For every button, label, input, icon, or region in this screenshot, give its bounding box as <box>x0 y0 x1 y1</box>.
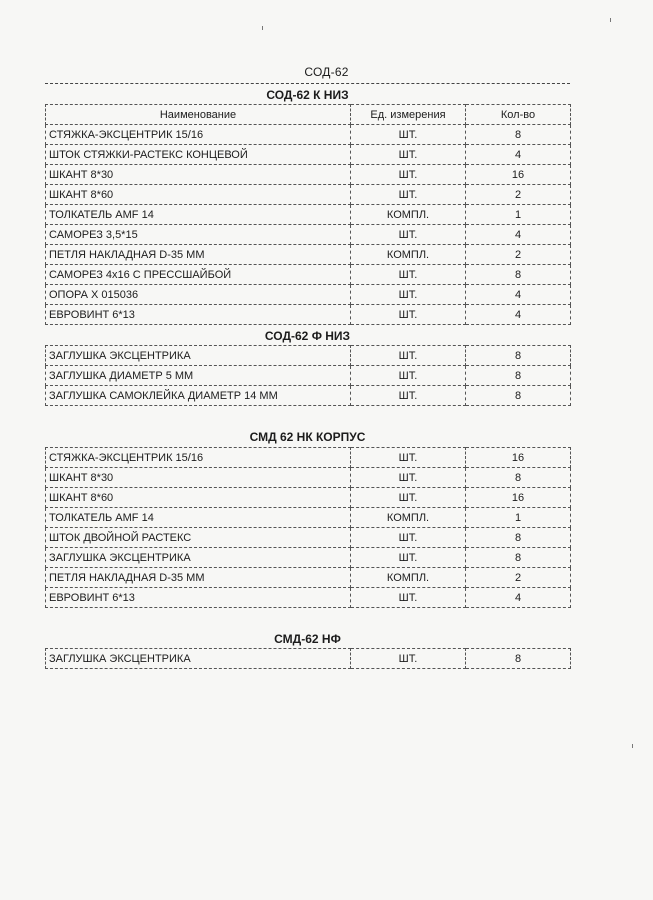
table-row <box>46 448 571 468</box>
parts-table <box>45 447 571 608</box>
item-unit: ШТ. <box>351 145 466 165</box>
item-name: ЗАГЛУШКА ЭКСЦЕНТРИКА <box>46 346 351 366</box>
column-header-name: Наименование <box>46 105 351 125</box>
table-row <box>46 588 571 608</box>
item-name: ПЕТЛЯ НАКЛАДНАЯ D-35 ММ <box>46 568 351 588</box>
table-row <box>46 488 571 508</box>
item-name: ОПОРА Х 015036 <box>46 285 351 305</box>
item-unit: ШТ. <box>351 225 466 245</box>
item-qty: 8 <box>466 528 571 548</box>
item-qty: 1 <box>466 508 571 528</box>
item-unit: ШТ. <box>351 185 466 205</box>
parts-table <box>45 648 571 669</box>
item-unit: ШТ. <box>351 528 466 548</box>
scan-mark <box>632 744 633 748</box>
item-name: ЕВРОВИНТ 6*13 <box>46 588 351 608</box>
table-row <box>46 386 571 406</box>
table-row <box>46 225 571 245</box>
table-row <box>46 548 571 568</box>
item-unit: КОМПЛ. <box>351 508 466 528</box>
table-row <box>46 205 571 225</box>
parts-table <box>45 104 571 325</box>
item-qty: 8 <box>466 125 571 145</box>
item-unit: КОМПЛ. <box>351 245 466 265</box>
table-row <box>46 185 571 205</box>
item-qty: 4 <box>466 305 571 325</box>
item-qty: 2 <box>466 245 571 265</box>
section-title: СМД 62 НК КОРПУС <box>249 430 366 444</box>
section-title: СОД-62 Ф НИЗ <box>264 329 351 343</box>
item-qty: 1 <box>466 205 571 225</box>
table-row <box>46 245 571 265</box>
table-row <box>46 366 571 386</box>
item-name: СТЯЖКА-ЭКСЦЕНТРИК 15/16 <box>46 448 351 468</box>
item-qty: 2 <box>466 568 571 588</box>
table-row <box>46 145 571 165</box>
item-name: ШКАНТ 8*30 <box>46 468 351 488</box>
table-row <box>46 265 571 285</box>
table-row <box>46 508 571 528</box>
item-qty: 8 <box>466 386 571 406</box>
table-row <box>46 305 571 325</box>
section-title: СМД-62 НФ <box>274 632 341 646</box>
item-qty: 4 <box>466 145 571 165</box>
table-row <box>46 285 571 305</box>
item-unit: ШТ. <box>351 588 466 608</box>
table-row <box>46 165 571 185</box>
table-row <box>46 125 571 145</box>
item-qty: 16 <box>466 488 571 508</box>
item-unit: ШТ. <box>351 305 466 325</box>
item-name: ШКАНТ 8*30 <box>46 165 351 185</box>
title-rule <box>45 83 570 84</box>
item-unit: ШТ. <box>351 548 466 568</box>
item-name: ЗАГЛУШКА ЭКСЦЕНТРИКА <box>46 548 351 568</box>
item-unit: ШТ. <box>351 448 466 468</box>
item-qty: 8 <box>466 346 571 366</box>
item-unit: ШТ. <box>351 366 466 386</box>
table-header-row <box>46 105 571 125</box>
item-name: ШКАНТ 8*60 <box>46 488 351 508</box>
item-qty: 8 <box>466 265 571 285</box>
item-name: ЗАГЛУШКА САМОКЛЕЙКА ДИАМЕТР 14 ММ <box>46 386 351 406</box>
document-title: СОД-62 <box>304 65 349 79</box>
item-qty: 4 <box>466 588 571 608</box>
item-name: САМОРЕЗ 4х16 С ПРЕССШАЙБОЙ <box>46 265 351 285</box>
table-row <box>46 568 571 588</box>
item-unit: ШТ. <box>351 649 466 669</box>
scan-mark <box>262 26 263 30</box>
item-unit: ШТ. <box>351 285 466 305</box>
table-row <box>46 346 571 366</box>
item-unit: ШТ. <box>351 165 466 185</box>
item-qty: 4 <box>466 225 571 245</box>
section-title: СОД-62 К НИЗ <box>266 88 349 102</box>
item-name: ШТОК ДВОЙНОЙ РАСТЕКС <box>46 528 351 548</box>
item-qty: 16 <box>466 165 571 185</box>
item-qty: 4 <box>466 285 571 305</box>
item-name: ЗАГЛУШКА ЭКСЦЕНТРИКА <box>46 649 351 669</box>
item-qty: 8 <box>466 548 571 568</box>
item-name: СТЯЖКА-ЭКСЦЕНТРИК 15/16 <box>46 125 351 145</box>
item-qty: 16 <box>466 448 571 468</box>
item-unit: КОМПЛ. <box>351 568 466 588</box>
item-name: ЕВРОВИНТ 6*13 <box>46 305 351 325</box>
item-unit: КОМПЛ. <box>351 205 466 225</box>
table-row <box>46 528 571 548</box>
item-name: ТОЛКАТЕЛЬ AMF 14 <box>46 508 351 528</box>
item-name: ЗАГЛУШКА ДИАМЕТР 5 ММ <box>46 366 351 386</box>
column-header-unit: Ед. измерения <box>351 105 466 125</box>
item-unit: ШТ. <box>351 265 466 285</box>
item-qty: 8 <box>466 366 571 386</box>
item-unit: ШТ. <box>351 468 466 488</box>
item-unit: ШТ. <box>351 346 466 366</box>
item-unit: ШТ. <box>351 386 466 406</box>
item-qty: 8 <box>466 468 571 488</box>
table-row <box>46 649 571 669</box>
scan-mark <box>610 18 611 22</box>
item-unit: ШТ. <box>351 125 466 145</box>
item-name: ШТОК СТЯЖКИ-РАСТЕКС КОНЦЕВОЙ <box>46 145 351 165</box>
item-qty: 8 <box>466 649 571 669</box>
item-name: САМОРЕЗ 3,5*15 <box>46 225 351 245</box>
parts-table <box>45 345 571 406</box>
item-name: ШКАНТ 8*60 <box>46 185 351 205</box>
item-name: ПЕТЛЯ НАКЛАДНАЯ D-35 ММ <box>46 245 351 265</box>
column-header-qty: Кол-во <box>466 105 571 125</box>
item-unit: ШТ. <box>351 488 466 508</box>
item-qty: 2 <box>466 185 571 205</box>
item-name: ТОЛКАТЕЛЬ AMF 14 <box>46 205 351 225</box>
table-row <box>46 468 571 488</box>
